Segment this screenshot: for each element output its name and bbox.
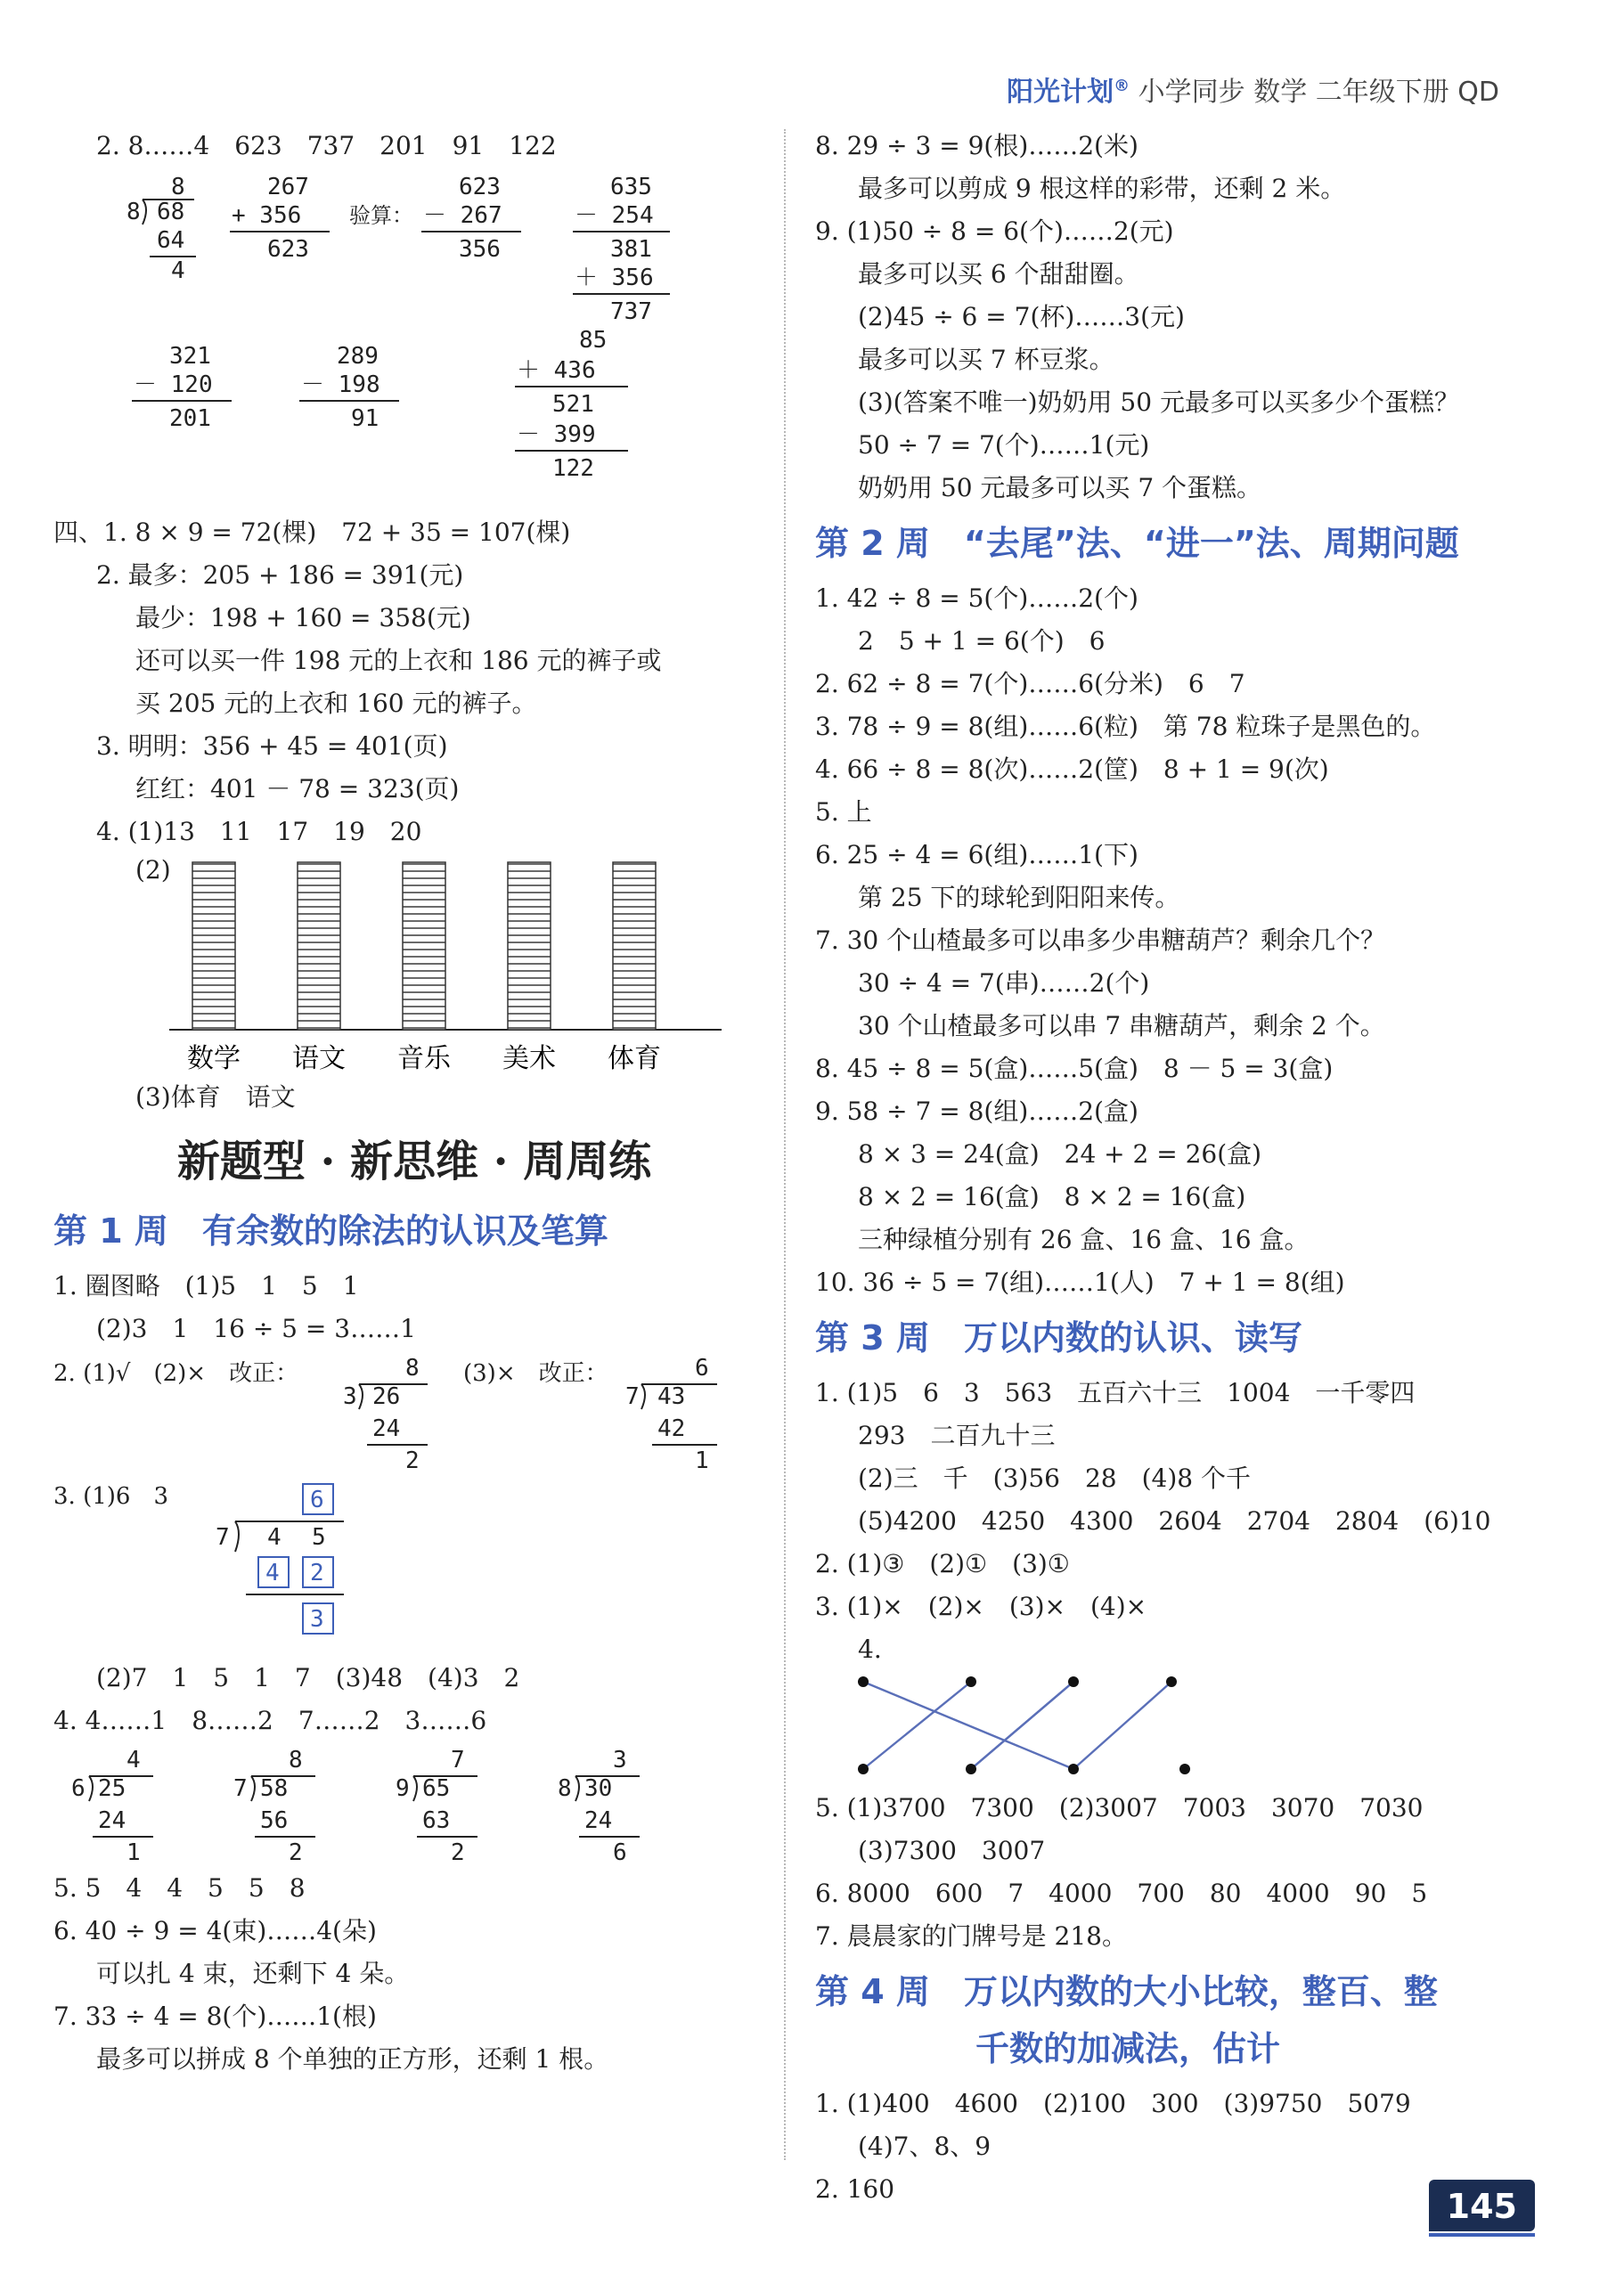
w1-q2-calc (53, 1350, 766, 1475)
answer-line: 最多可以剪成 9 根这样的彩带，还剩 2 米。 (858, 174, 1346, 203)
answer-line: 1. (1)400 4600 (2)100 300 (3)9750 5079 (815, 2089, 1411, 2118)
answer-line: (2)3 1 16 ÷ 5 = 3……1 (96, 1314, 416, 1343)
calc-text: ＋ 436 (517, 357, 596, 384)
answer-line: 9. (1)50 ÷ 8 = 6(个)……2(元) (815, 216, 1174, 246)
chart-label: (2) (135, 855, 171, 885)
week3-answers-b (815, 1787, 1528, 1958)
match-dot (1068, 1676, 1079, 1687)
calc-text: 7 (216, 1524, 230, 1551)
calc-text: 24 (584, 1807, 613, 1834)
answer-line: 3. 明明：356 + 45 = 401(页) (96, 731, 448, 761)
calc-text: 122 (552, 455, 594, 482)
calc-text: 201 (169, 405, 211, 432)
answer-line: 6. 40 ÷ 9 = 4(束)……4(朵) (53, 1916, 377, 1945)
answer-line: (2)三 千 (3)56 28 (4)8 个千 (858, 1464, 1251, 1493)
x-tick-label: 语文 (292, 1043, 346, 1074)
calc-text: 85 (579, 328, 608, 354)
answer-line: 8 × 2 = 16(盒) 8 × 2 = 16(盒) (858, 1182, 1246, 1211)
answer-line: 可以扎 4 束，还剩下 4 朵。 (96, 1959, 410, 1988)
match-dot (858, 1764, 869, 1774)
answer-line: 2. 160 (815, 2174, 895, 2204)
answer-line: 最多可以买 7 杯豆浆。 (858, 345, 1114, 374)
calc-text: 2 (451, 1839, 465, 1866)
vertical-calculations-top (125, 167, 766, 328)
calc-text: 7 (451, 1747, 465, 1773)
match-line (971, 1682, 1073, 1769)
brand-name: 阳光计划® (1007, 77, 1130, 108)
header-subtitle: 小学同步 数学 二年级下册 QD (1138, 77, 1499, 108)
bar-3 (508, 862, 551, 1030)
match-dot (966, 1676, 976, 1687)
calc-text: 521 (552, 391, 594, 418)
calc-text: (3)× 改正： (463, 1360, 608, 1387)
vertical-calculations-mid (125, 328, 766, 506)
answer-line: 2 5 + 1 = 6(个) 6 (858, 626, 1106, 656)
answer-line: 最多可以买 6 个甜甜圈。 (858, 259, 1139, 289)
calc-text: 63 (422, 1807, 451, 1834)
calc-text: 8 (126, 199, 141, 225)
calc-text: 65 (422, 1775, 451, 1802)
calc-text: 3 (613, 1747, 627, 1773)
calc-text: 6 (695, 1355, 709, 1382)
answer-line: (3)7300 3007 (858, 1836, 1046, 1865)
calc-text: 381 (610, 236, 652, 263)
x-tick-label: 体育 (608, 1043, 661, 1074)
calc-text: 64 (157, 227, 185, 254)
calc-text: 2 (405, 1447, 420, 1474)
calc-text: 8 (405, 1355, 420, 1382)
answer-line: (3)体育 语文 (135, 1082, 296, 1112)
answer-line: 4. 66 ÷ 8 = 8(次)……2(筐) 8 + 1 = 9(次) (815, 754, 1329, 784)
answer-line: 4. (1)13 11 17 19 20 (96, 817, 422, 846)
answer-line: 2. (1)③ (2)① (3)① (815, 1549, 1070, 1578)
answer-line: 5. 上 (815, 797, 872, 827)
calc-text: 1 (695, 1447, 709, 1474)
calc-text: 8 (289, 1747, 303, 1773)
calc-text: 6 (613, 1839, 627, 1866)
calc-text: 8 (171, 174, 185, 200)
w1-q4-divisions (53, 1742, 766, 1867)
answer-line: 293 二百九十三 (858, 1421, 1056, 1450)
answer-line: (2)7 1 5 1 7 (3)48 (4)3 2 (96, 1663, 520, 1692)
calc-text: 623 (267, 236, 309, 263)
calc-text: － 120 (134, 371, 213, 398)
answer-line: 3. (1)× (2)× (3)× (4)× (815, 1592, 1147, 1621)
answer-line: 三种绿植分别有 26 盒、16 盒、16 盒。 (858, 1225, 1310, 1254)
answer-line: 8. 29 ÷ 3 = 9(根)……2(米) (815, 131, 1138, 160)
x-tick-label: 美术 (502, 1043, 556, 1074)
answer-line: 奶奶用 50 元最多可以买 7 个蛋糕。 (858, 473, 1262, 502)
calc-text: 356 (459, 236, 501, 263)
match-dot (966, 1764, 976, 1774)
calc-text: 91 (351, 405, 379, 432)
calc-text: 26 (372, 1383, 401, 1410)
answer-line: 8 × 3 = 24(盒) 24 + 2 = 26(盒) (858, 1139, 1262, 1169)
calc-text: 4 (265, 1560, 280, 1586)
answer-line: 9. 58 ÷ 7 = 8(组)……2(盒) (815, 1097, 1138, 1126)
match-line (863, 1682, 971, 1769)
calc-text: 737 (610, 298, 652, 325)
answer-line: 5. 5 4 4 5 5 8 (53, 1873, 306, 1903)
calc-text: 267 (267, 174, 309, 200)
calc-text: 1 (126, 1839, 141, 1866)
week3-title: 第 3 周 万以内数的认识、读写 (815, 1318, 1302, 1358)
week4-answers (815, 2083, 1528, 2211)
bar-chart-svg (134, 853, 722, 1076)
calc-text: 58 (260, 1775, 289, 1802)
bar-chart (134, 853, 775, 1076)
calc-text: 24 (98, 1807, 126, 1834)
calc-text: 289 (337, 343, 379, 370)
answer-line: 10. 36 ÷ 5 = 7(组)……1(人) 7 + 1 = 8(组) (815, 1268, 1345, 1297)
match-line (1073, 1682, 1171, 1769)
week3-answers (815, 1372, 1528, 1671)
calc-text: 7 (233, 1775, 248, 1802)
page-header (1007, 69, 1499, 109)
calc-text: 9 (396, 1775, 410, 1802)
answer-line: 5. (1)3700 7300 (2)3007 7003 3070 7030 (815, 1793, 1424, 1822)
match-dot (1166, 1676, 1177, 1687)
calc-text: 6 (71, 1775, 86, 1802)
calc-text: 验算： (349, 203, 413, 228)
week4-title-line2: 千数的加减法，估计 (975, 2029, 1281, 2068)
calc-text: － 399 (517, 421, 596, 448)
calc-text: 4 (171, 257, 185, 284)
bar-0 (192, 862, 235, 1030)
calc-text: 321 (169, 343, 211, 370)
answer-line: (4)7、8、9 (858, 2132, 992, 2161)
answer-line: 6. 8000 600 7 4000 700 80 4000 90 5 (815, 1879, 1428, 1908)
answer-line: 8. 45 ÷ 8 = 5(盒)……5(盒) 8 － 5 = 3(盒) (815, 1054, 1334, 1083)
left-column (53, 125, 775, 2081)
calc-text: 24 (372, 1415, 401, 1442)
calc-text: 68 (157, 199, 185, 225)
answer-line: 最少：198 + 160 = 358(元) (135, 603, 471, 632)
right-column (815, 125, 1528, 2211)
calc-text: 2. (1)√ (2)× 改正： (53, 1360, 299, 1387)
calc-text: 2 (310, 1560, 324, 1586)
answer-line: 30 个山楂最多可以串 7 串糖葫芦，剩余 2 个。 (858, 1011, 1385, 1040)
answer-line: 3. 78 ÷ 9 = 8(组)……6(粒) 第 78 粒珠子是黑色的。 (815, 712, 1436, 741)
answer-line: 2. 62 ÷ 8 = 7(个)……6(分米) 6 7 (815, 669, 1245, 698)
week2-answers (815, 577, 1528, 1304)
answer-line: 7. 晨晨家的门牌号是 218。 (815, 1921, 1127, 1951)
answer-line: 还可以买一件 198 元的上衣和 186 元的裤子或 (135, 646, 662, 675)
answer-line: 4. 4……1 8……2 7……2 3……6 (53, 1706, 487, 1735)
calc-text: 623 (459, 174, 501, 200)
calc-text: － 198 (301, 371, 380, 398)
answer-line: 第 25 下的球轮到阳阳来传。 (858, 883, 1180, 912)
page-number: 145 (1429, 2180, 1535, 2231)
calc-text: 2 (289, 1839, 303, 1866)
calc-text: 635 (610, 174, 652, 200)
calc-text: 56 (260, 1807, 289, 1834)
answer-line: 50 ÷ 7 = 7(个)……1(元) (858, 430, 1150, 460)
calc-text: ＋ 356 (575, 265, 654, 291)
w1-q3-calc (53, 1479, 499, 1657)
answer-line: (5)4200 4250 4300 2604 2704 2804 (6)10 (858, 1506, 1491, 1536)
calc-text: 3 (310, 1606, 324, 1633)
answer-line: 1. (1)5 6 3 563 五百六十三 1004 一千零四 (815, 1378, 1416, 1407)
calc-text: 4 (267, 1524, 282, 1551)
section-title: 新题型 · 新思维 · 周周练 (176, 1137, 652, 1186)
match-line (1171, 1682, 1185, 1769)
week2-title: 第 2 周 “去尾”法、“进一”法、周期问题 (815, 524, 1459, 563)
calc-text: 8 (558, 1775, 572, 1802)
match-dot (1179, 1764, 1190, 1774)
calc-text: － 267 (423, 202, 502, 229)
answer-line: 30 ÷ 4 = 7(串)……2(个) (858, 968, 1150, 998)
week4-title: 第 4 周 万以内数的大小比较，整百、整 (815, 1972, 1438, 2011)
x-tick-label: 音乐 (397, 1043, 451, 1074)
answer-line: 2. 8……4 623 737 201 91 122 (96, 131, 557, 160)
answer-line: 买 205 元的上衣和 160 元的裤子。 (135, 689, 537, 718)
bar-4 (613, 862, 656, 1030)
answer-line: 1. 42 ÷ 8 = 5(个)……2(个) (815, 583, 1138, 613)
calc-text: 25 (98, 1775, 126, 1802)
calc-text: 43 (657, 1383, 686, 1410)
bar-2 (403, 862, 445, 1030)
answer-line: 2. 最多：205 + 186 = 391(元) (96, 560, 464, 590)
calc-text: + 356 (232, 202, 302, 229)
answer-line: 四、1. 8 × 9 = 72(棵) 72 + 35 = 107(棵) (53, 518, 571, 547)
answer-line: 6. 25 ÷ 4 = 6(组)……1(下) (815, 840, 1138, 869)
matching-lines-diagram (815, 1671, 1225, 1787)
answer-line: 最多可以拼成 8 个单独的正方形，还剩 1 根。 (96, 2044, 609, 2074)
match-dot (858, 1676, 869, 1687)
match-line (863, 1682, 1073, 1769)
answer-line: (2)45 ÷ 6 = 7(杯)……3(元) (858, 302, 1185, 331)
calc-text: 7 (625, 1383, 640, 1410)
calc-text: 5 (312, 1524, 326, 1551)
answer-line: 红红：401 － 78 = 323(页) (135, 774, 460, 803)
column-divider (784, 129, 786, 2160)
week1-title: 第 1 周 有余数的除法的认识及笔算 (53, 1211, 608, 1251)
answer-line: 1. 圈图略 (1)5 1 5 1 (53, 1271, 359, 1300)
answer-line: 7. 33 ÷ 4 = 8(个)……1(根) (53, 2002, 377, 2031)
calc-text: 4 (126, 1747, 141, 1773)
calc-text: 3 (343, 1383, 357, 1410)
answer-line: 4. (858, 1635, 882, 1664)
match-dot (1068, 1764, 1079, 1774)
bar-1 (298, 862, 340, 1030)
answer-line: (3)(答案不唯一)奶奶用 50 元最多可以买多少个蛋糕？ (858, 387, 1459, 417)
calc-text: － 254 (575, 202, 654, 229)
calc-text: 42 (657, 1415, 686, 1442)
x-tick-label: 数学 (187, 1043, 241, 1074)
calc-text: 3. (1)6 3 (53, 1483, 168, 1510)
calc-text: 30 (584, 1775, 613, 1802)
calc-text: 6 (310, 1487, 324, 1513)
answer-line: 7. 30 个山楂最多可以串多少串糖葫芦？剩余几个？ (815, 925, 1386, 955)
